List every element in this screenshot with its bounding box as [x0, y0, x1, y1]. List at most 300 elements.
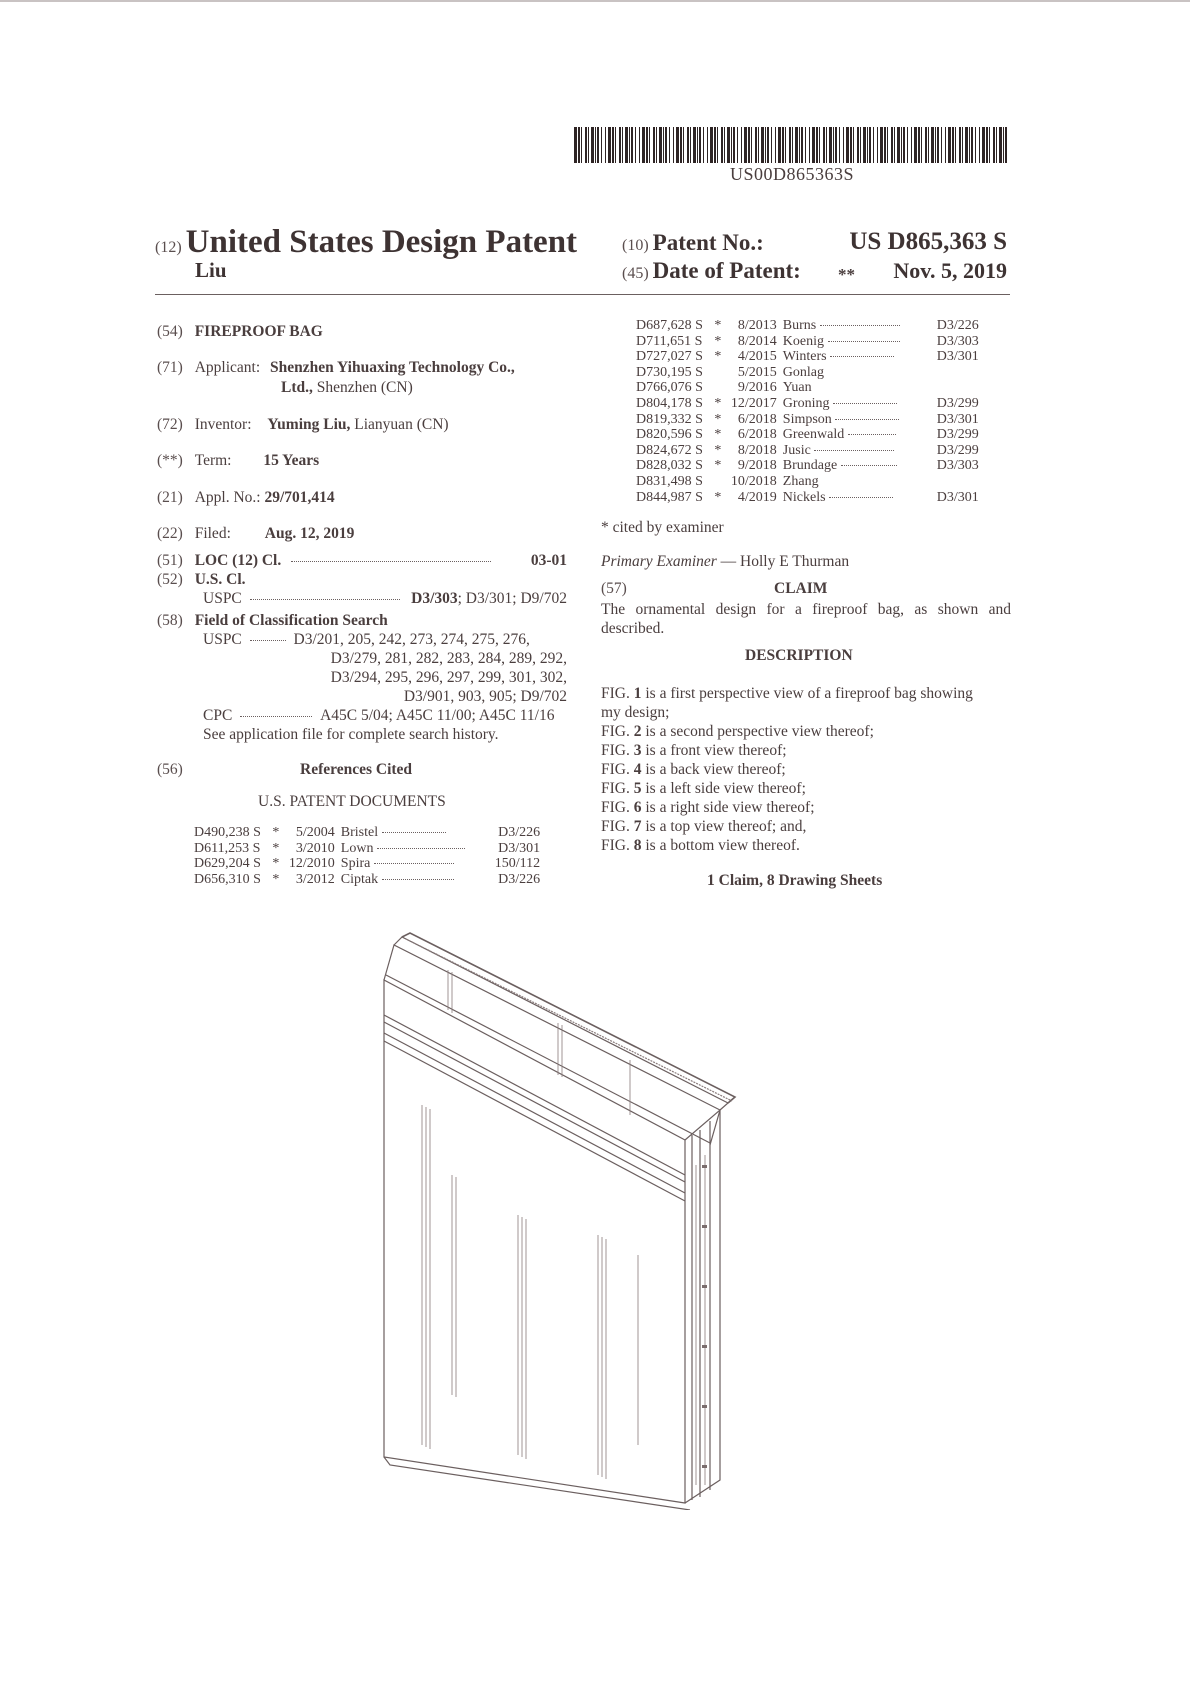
reference-date: 12/2010 — [288, 856, 335, 872]
reference-name: Jusic — [782, 442, 811, 458]
reference-row — [636, 458, 983, 474]
uspc-other-classes: ; D3/301; D9/702 — [457, 590, 567, 607]
patent-number-line — [622, 230, 764, 256]
code-12: (12) — [155, 239, 182, 256]
uspc-search-line: D3/294, 295, 296, 297, 299, 301, 302, — [330, 669, 567, 686]
cited-by-examiner-note: * cited by examiner — [601, 519, 724, 536]
code-45: (45) — [622, 265, 649, 282]
barcode-bar — [761, 127, 764, 163]
barcode-bar — [680, 127, 682, 163]
barcode-bar — [663, 127, 664, 163]
inventor-location: Lianyuan (CN) — [354, 416, 449, 433]
barcode-bar — [642, 127, 645, 163]
reference-row — [636, 474, 983, 490]
reference-date: 5/2004 — [295, 825, 335, 840]
barcode-bar — [758, 127, 759, 163]
reference-number: D687,628 S — [636, 318, 703, 333]
loc-label: LOC (12) Cl. — [194, 552, 282, 569]
filed-label: Filed: — [194, 525, 231, 542]
field-71-cont — [281, 378, 413, 397]
reference-row — [636, 443, 983, 459]
field-code: (52) — [157, 571, 183, 588]
barcode-bar — [823, 127, 825, 163]
barcode-bar — [731, 127, 732, 163]
barcode-bar — [755, 127, 757, 163]
barcode-bar — [687, 127, 689, 163]
reference-class: D3/301 — [936, 489, 979, 505]
barcode-bar — [789, 127, 791, 163]
reference-name-cell — [783, 380, 937, 396]
reference-name-cell — [783, 318, 937, 334]
barcode-bar — [665, 127, 667, 163]
header-title-line — [155, 224, 577, 261]
barcode-bar — [877, 127, 878, 163]
field-71 — [157, 358, 515, 377]
barcode-bar — [935, 127, 936, 163]
field-code: (21) — [157, 489, 183, 506]
search-field-label: Field of Classification Search — [194, 612, 388, 629]
reference-row — [194, 856, 544, 872]
cpc-value: A45C 5/04; A45C 11/00; A45C 11/16 — [320, 707, 555, 724]
leader-dots — [250, 599, 400, 600]
barcode-bar — [843, 127, 844, 163]
reference-number: D611,253 S — [194, 840, 261, 856]
fig-text: is a front view thereof; — [645, 742, 787, 759]
field-code: (58) — [157, 612, 183, 629]
reference-date: 5/2015 — [737, 364, 777, 380]
reference-name: Groning — [782, 395, 830, 411]
barcode-bar — [771, 127, 772, 163]
field-58 — [157, 611, 388, 630]
fireproof-bag-perspective-drawing — [380, 925, 780, 1510]
uspc-primary-class: D3/303 — [411, 590, 458, 607]
reference-name-cell — [341, 872, 495, 888]
cited-star: * — [714, 333, 722, 349]
field-52 — [157, 570, 246, 589]
barcode-bar — [839, 127, 840, 163]
cited-star: * — [714, 395, 722, 411]
barcode-bar — [819, 127, 820, 163]
barcode-bar — [962, 127, 963, 163]
leader-dots — [382, 879, 454, 880]
barcode-bar — [809, 127, 810, 163]
barcode-bar — [646, 127, 648, 163]
barcode-bar — [669, 127, 670, 163]
reference-class — [937, 365, 983, 381]
reference-name: Gonlag — [782, 364, 825, 380]
reference-name: Ciptak — [340, 871, 379, 887]
barcode-bar — [744, 127, 747, 163]
fig-text: is a bottom view thereof. — [645, 837, 800, 854]
primary-examiner-line — [601, 552, 849, 571]
reference-number: D711,651 S — [636, 333, 703, 349]
reference-number: D727,027 S — [636, 349, 703, 365]
reference-date: 8/2014 — [737, 333, 777, 349]
barcode-bar — [608, 127, 611, 163]
barcode-bar — [846, 127, 849, 163]
cited-star: * — [714, 411, 722, 427]
reference-name: Spira — [340, 856, 371, 872]
field-code: (22) — [157, 525, 183, 542]
leader-dots — [829, 497, 893, 498]
barcode-bar — [799, 127, 800, 163]
barcode-bar — [631, 127, 633, 163]
barcode-bar — [829, 127, 832, 163]
barcode-bar — [795, 127, 798, 163]
barcode-bar — [615, 127, 616, 163]
barcode-bar — [693, 127, 696, 163]
figure-description-item — [601, 760, 1013, 779]
reference-number: D730,195 S — [636, 364, 703, 380]
reference-row — [636, 365, 983, 381]
cpc-label: CPC — [203, 707, 233, 724]
barcode-bar — [629, 127, 630, 163]
reference-number: D819,332 S — [636, 411, 703, 427]
reference-date: 6/2018 — [737, 411, 777, 427]
reference-name: Nickels — [782, 489, 826, 505]
reference-name: Zhang — [782, 473, 819, 489]
barcode-bar — [805, 127, 806, 163]
uspc-label: USPC — [203, 631, 242, 648]
leader-dots — [820, 325, 900, 326]
applicant-name: Shenzhen Yihuaxing Technology Co., — [270, 359, 515, 376]
reference-class: D3/303 — [936, 458, 979, 474]
uspc-search-line: D3/901, 903, 905; D9/702 — [403, 688, 567, 705]
barcode-image — [572, 127, 1012, 163]
leader-dots — [291, 561, 491, 562]
examiner-label: Primary Examiner — [601, 553, 717, 570]
reference-date: 8/2018 — [737, 442, 777, 458]
reference-name: Burns — [782, 318, 817, 333]
barcode-bar — [969, 127, 970, 163]
field-22 — [157, 524, 354, 543]
reference-name-cell — [783, 412, 937, 428]
barcode-bar — [911, 127, 912, 163]
barcode-bar — [690, 127, 691, 163]
barcode-bar — [835, 127, 837, 163]
date-of-patent: Nov. 5, 2019 — [893, 258, 1007, 283]
fig-text-cont: my design; — [601, 704, 670, 721]
barcode-bar — [751, 127, 752, 163]
cited-star: * — [272, 840, 280, 856]
barcode-bar — [785, 127, 786, 163]
barcode-bar — [907, 127, 908, 163]
barcode-bar — [928, 127, 929, 163]
reference-number: D820,596 S — [636, 427, 703, 443]
barcode-bar — [656, 127, 657, 163]
date-label: Date of Patent: — [652, 258, 801, 283]
barcode-bar — [945, 127, 946, 163]
cited-star: * — [714, 349, 722, 365]
reference-row — [194, 841, 544, 857]
applicant-location: Shenzhen (CN) — [316, 379, 413, 396]
reference-name-cell — [783, 396, 937, 412]
barcode-bar — [649, 127, 650, 163]
reference-name: Brundage — [782, 458, 838, 474]
reference-number: D828,032 S — [636, 458, 703, 474]
fig-number: 8 — [633, 837, 642, 854]
barcode-bar — [952, 127, 954, 163]
barcode-bar — [857, 127, 859, 163]
claims-and-sheets: 1 Claim, 8 Drawing Sheets — [707, 872, 883, 889]
barcode-bar — [697, 127, 698, 163]
barcode-bar — [901, 127, 902, 163]
barcode-bar — [959, 127, 961, 163]
appl-no-value: 29/701,414 — [264, 489, 335, 506]
barcode-bar — [948, 127, 951, 163]
reference-row — [636, 334, 983, 350]
barcode-number: US00D865363S — [729, 164, 855, 184]
fig-number: 3 — [633, 742, 642, 759]
barcode-bar — [748, 127, 750, 163]
reference-class: D3/301 — [936, 349, 979, 365]
figure-descriptions — [601, 684, 1013, 855]
cited-star: * — [714, 442, 722, 458]
patent-type-title: United States Design Patent — [185, 224, 578, 260]
field-56 — [157, 760, 183, 779]
reference-date: 10/2018 — [730, 473, 777, 489]
reference-date: 4/2015 — [737, 349, 777, 365]
fig-number: 5 — [633, 780, 642, 797]
search-history-note: See application file for complete search history. — [203, 726, 499, 743]
barcode-bar — [737, 127, 738, 163]
reference-date: 9/2016 — [737, 380, 777, 396]
cited-star: * — [714, 489, 722, 505]
barcode-bar — [741, 127, 742, 163]
barcode-bar — [996, 127, 997, 163]
code-10: (10) — [622, 237, 649, 254]
reference-class: D3/299 — [936, 395, 979, 411]
reference-name: Greenwald — [782, 427, 845, 443]
barcode-bar — [683, 127, 684, 163]
us-cl-label: U.S. Cl. — [194, 571, 246, 588]
field-58-uspc — [203, 630, 530, 649]
barcode-bar — [941, 127, 942, 163]
reference-row — [636, 396, 983, 412]
fig-text: is a right side view thereof; — [645, 799, 815, 816]
barcode-bar — [989, 127, 990, 163]
barcode-bar — [588, 127, 589, 163]
field-72 — [157, 415, 449, 434]
uspc-search-line: D3/201, 205, 242, 273, 274, 275, 276, — [293, 631, 530, 648]
reference-class: D3/301 — [498, 840, 541, 856]
figure-description-item — [601, 798, 1013, 817]
cited-star: * — [272, 871, 280, 887]
reference-row — [636, 490, 983, 506]
barcode-bar — [860, 127, 861, 163]
filed-date: Aug. 12, 2019 — [264, 525, 355, 542]
barcode-bar — [581, 127, 582, 163]
barcode-bar — [853, 127, 854, 163]
leader-dots — [848, 434, 896, 435]
reference-name-cell — [783, 427, 937, 443]
barcode-bar — [993, 127, 995, 163]
barcode-bar — [625, 127, 628, 163]
barcode-bar — [986, 127, 988, 163]
reference-number: D629,204 S — [194, 856, 261, 872]
reference-name-cell — [341, 841, 495, 857]
reference-row — [636, 349, 983, 365]
cited-star — [707, 380, 731, 396]
reference-row — [194, 872, 544, 888]
barcode-bar — [775, 127, 776, 163]
barcode-bar — [903, 127, 905, 163]
reference-name: Simpson — [782, 411, 832, 427]
fig-prefix: FIG. — [601, 818, 630, 835]
date-of-patent-line — [622, 258, 801, 284]
reference-number: D804,178 S — [636, 395, 703, 411]
barcode-bar — [1005, 127, 1007, 163]
barcode-bar — [585, 127, 587, 163]
reference-date: 4/2019 — [737, 489, 777, 505]
barcode-bar — [826, 127, 827, 163]
figure-description-item — [601, 817, 1013, 836]
barcode-bar — [601, 127, 602, 163]
field-term — [157, 451, 319, 470]
field-code: (**) — [157, 452, 183, 469]
barcode-bar — [937, 127, 939, 163]
reference-date: 3/2010 — [295, 840, 335, 856]
barcode-bar — [619, 127, 621, 163]
barcode-bar — [897, 127, 900, 163]
reference-name: Lown — [340, 840, 374, 856]
reference-row — [636, 412, 983, 428]
date-stars: ** — [838, 265, 855, 284]
fig-text: is a back view thereof; — [645, 761, 786, 778]
claim-text: The ornamental design for a fireproof bag, as shown and described. — [601, 601, 1011, 637]
us-patent-documents-heading: U.S. PATENT DOCUMENTS — [258, 793, 446, 810]
description-heading: DESCRIPTION — [745, 647, 853, 664]
barcode-bar — [792, 127, 793, 163]
reference-number: D831,498 S — [636, 473, 703, 489]
leader-dots — [828, 341, 900, 342]
fig-text: is a second perspective view thereof; — [645, 723, 874, 740]
barcode-bar — [999, 127, 1002, 163]
leader-dots — [250, 640, 286, 641]
reference-number: D824,672 S — [636, 442, 703, 458]
barcode-bar — [925, 127, 927, 163]
fig-number: 1 — [633, 685, 642, 702]
barcode-bar — [863, 127, 866, 163]
field-54 — [157, 322, 323, 341]
figure-description-item — [601, 779, 1013, 798]
barcode-bar — [891, 127, 893, 163]
reference-class: D3/226 — [498, 825, 541, 840]
fig-text: is a first perspective view of a fireproof bag showing — [645, 685, 973, 702]
reference-number: D656,310 S — [194, 871, 261, 887]
reference-date: 6/2018 — [737, 427, 777, 443]
barcode-bar — [931, 127, 934, 163]
cited-star — [707, 474, 731, 490]
reference-date: 3/2012 — [295, 871, 335, 887]
design-title: FIREPROOF BAG — [194, 323, 323, 340]
barcode-bar — [717, 127, 718, 163]
fig-prefix: FIG. — [601, 723, 630, 740]
barcode-bar — [918, 127, 920, 163]
barcode-bar — [733, 127, 735, 163]
reference-number: D766,076 S — [636, 380, 703, 396]
figure-description-item — [601, 741, 1013, 760]
leader-dots — [240, 716, 312, 717]
leader-dots — [814, 450, 894, 451]
leader-dots — [833, 403, 897, 404]
cited-star: * — [714, 318, 722, 333]
barcode-bar — [982, 127, 985, 163]
reference-name-cell — [783, 349, 937, 365]
barcode-bar — [867, 127, 868, 163]
reference-class: D3/226 — [498, 871, 541, 887]
field-52-uspc — [203, 589, 567, 608]
cited-star — [707, 365, 731, 381]
field-code: (51) — [157, 552, 183, 569]
barcode-bar — [880, 127, 883, 163]
reference-name: Yuan — [782, 380, 812, 396]
barcode-bar — [578, 127, 580, 163]
reference-class: D3/299 — [936, 442, 979, 458]
field-code: (56) — [157, 761, 183, 778]
barcode-bar — [721, 127, 723, 163]
barcode-bar — [767, 127, 769, 163]
leader-dots — [382, 832, 446, 833]
claim-heading: CLAIM — [774, 580, 828, 597]
term-label: Term: — [194, 452, 232, 469]
reference-class: D3/303 — [936, 333, 979, 349]
barcode-bar — [887, 127, 888, 163]
references-table-left — [194, 825, 544, 887]
reference-name-cell — [783, 458, 937, 474]
barcode-bar — [921, 127, 922, 163]
barcode-bar — [782, 127, 784, 163]
reference-date: 12/2017 — [730, 395, 777, 411]
barcode-bar — [979, 127, 980, 163]
barcode-bar — [727, 127, 730, 163]
fig-number: 7 — [633, 818, 642, 835]
barcode-bar — [850, 127, 852, 163]
reference-row — [194, 825, 544, 841]
patent-number: US D865,363 S — [849, 228, 1007, 255]
loc-value: 03-01 — [530, 552, 567, 569]
barcode-bar — [622, 127, 623, 163]
barcode-bar — [714, 127, 716, 163]
fig-number: 2 — [633, 723, 642, 740]
applicant-label: Applicant: — [194, 359, 261, 376]
fig-number: 4 — [633, 761, 642, 778]
appl-no-label: Appl. No.: — [194, 489, 261, 506]
barcode-bar — [869, 127, 871, 163]
reference-class: D3/299 — [936, 427, 979, 443]
barcode-bar — [833, 127, 834, 163]
field-code: (54) — [157, 323, 183, 340]
reference-number: D490,238 S — [194, 825, 261, 840]
leader-dots — [841, 465, 897, 466]
barcode-bar — [724, 127, 725, 163]
reference-name: Koenig — [782, 333, 825, 349]
reference-name-cell — [783, 443, 937, 459]
applicant-name-cont: Ltd., — [281, 379, 313, 396]
fig-prefix: FIG. — [601, 742, 630, 759]
barcode-bar — [975, 127, 976, 163]
barcode-bar — [710, 127, 713, 163]
reference-class: 150/112 — [494, 856, 541, 872]
reference-name-cell — [783, 490, 937, 506]
barcode-bar — [971, 127, 973, 163]
reference-name-cell — [783, 474, 937, 490]
field-code: (72) — [157, 416, 183, 433]
barcode-bar — [659, 127, 662, 163]
barcode-bar — [707, 127, 708, 163]
leader-dots — [830, 356, 894, 357]
cpc-line — [203, 706, 554, 725]
